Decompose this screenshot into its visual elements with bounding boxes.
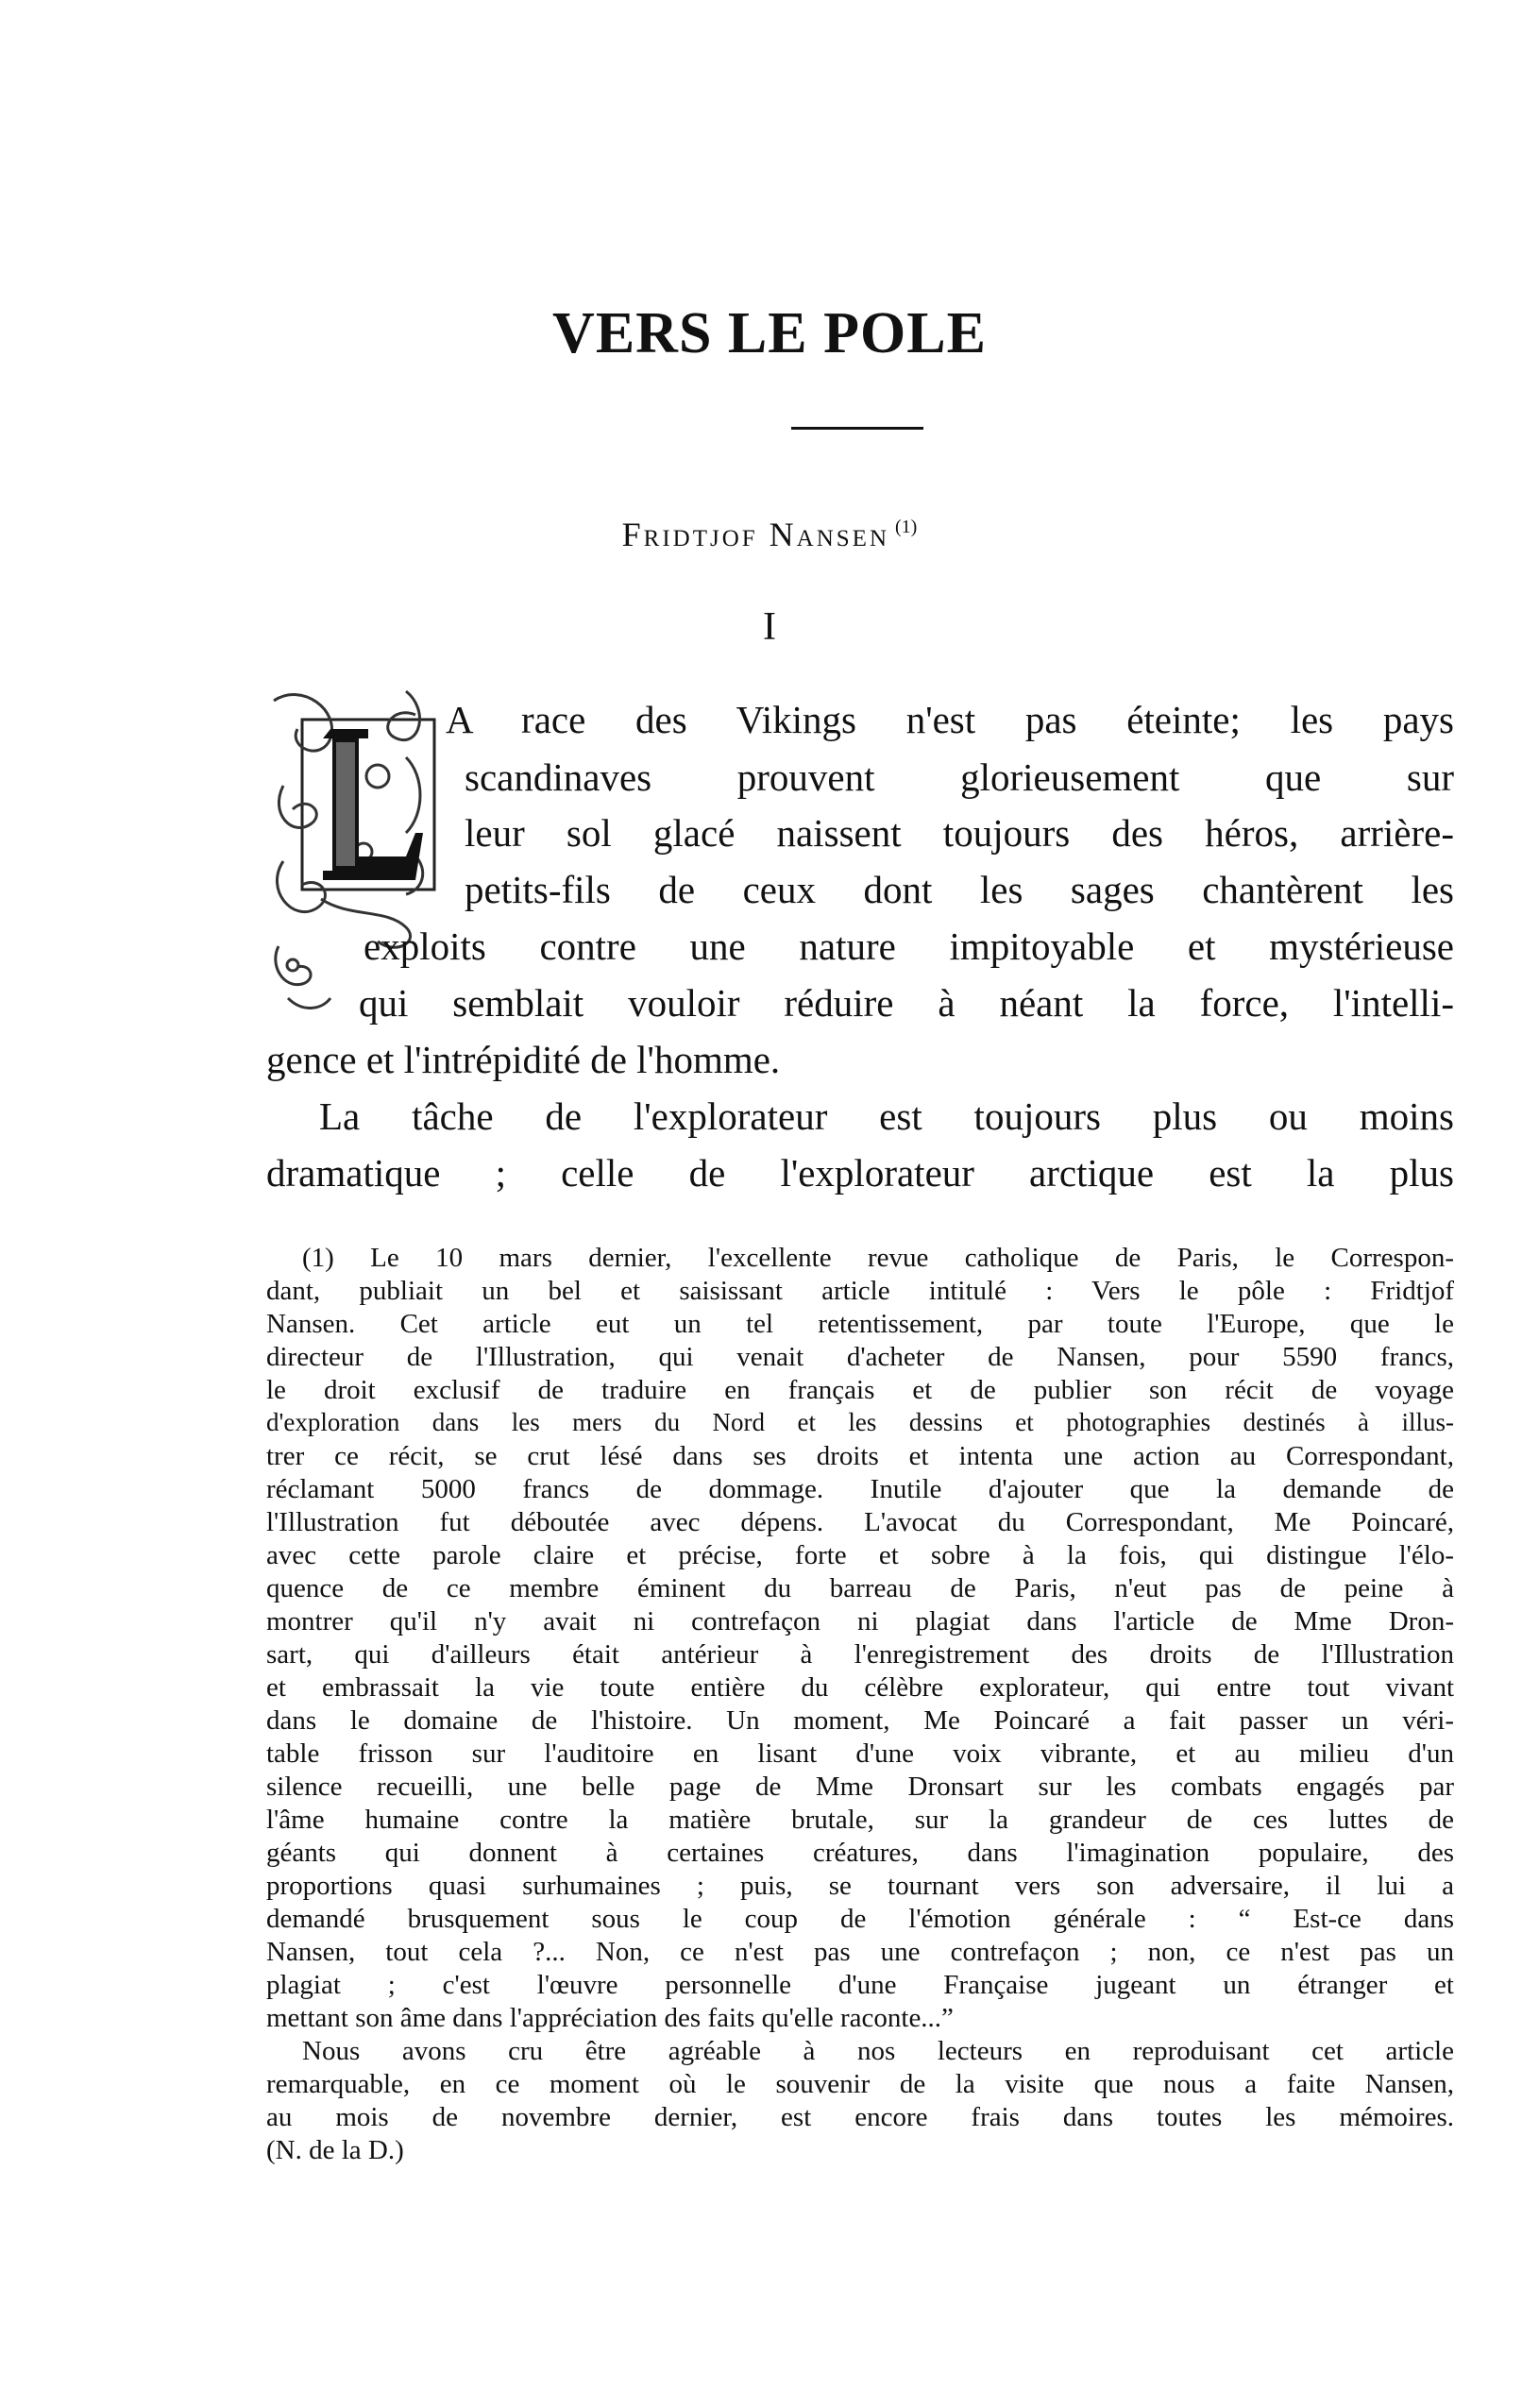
body-line: dramatique ; celle de l'explorateur arctique est la plus — [266, 1151, 1454, 1195]
footnote-line: (1) Le 10 mars dernier, l'excellente revue catholique de Paris, le Correspon- — [302, 1243, 1454, 1273]
footnote-line: au mois de novembre dernier, est encore frais dans toutes les mémoires. — [266, 2102, 1454, 2132]
body-line: A race des Vikings n'est pas éteinte; les pays — [446, 698, 1454, 741]
footnote-line: et embrassait la vie toute entière du célèbre explorateur, qui entre tout vivant — [266, 1672, 1454, 1703]
author-byline — [0, 515, 1539, 554]
footnote-line: réclamant 5000 francs de dommage. Inutile d'ajouter que la demande de — [266, 1474, 1454, 1504]
footnote-line: proportions quasi surhumaines ; puis, se tournant vers son adversaire, il lui a — [266, 1871, 1454, 1901]
footnote-line: dant, publiait un bel et saisissant article intitulé : Vers le pôle : Fridtjof — [266, 1276, 1454, 1306]
footnote-line: Nansen, tout cela ?... Non, ce n'est pas une contrefaçon ; non, ce n'est pas un — [266, 1937, 1454, 1967]
footnote-line: (N. de la D.) — [266, 2135, 404, 2165]
footnote-line: remarquable, en ce moment où le souvenir de la visite que nous a faite Nansen, — [266, 2069, 1454, 2099]
footnote-line: l'âme humaine contre la matière brutale, sur la grandeur de ces luttes de — [266, 1805, 1454, 1835]
ornamental-dropcap-l — [264, 672, 444, 1022]
footnote-line: trer ce récit, se crut lésé dans ses droits et intenta une action au Correspondant, — [266, 1441, 1454, 1471]
footnote-line: quence de ce membre éminent du barreau de Paris, n'eut pas de peine à — [266, 1573, 1454, 1603]
body-line: scandinaves prouvent glorieusement que sur — [465, 755, 1454, 799]
section-number: I — [763, 605, 776, 649]
footnote-line: directeur de l'Illustration, qui venait d'acheter de Nansen, pour 5590 francs, — [266, 1342, 1454, 1372]
body-line: exploits contre une nature impitoyable et mystérieuse — [364, 924, 1454, 968]
footnote-marker: (1) — [895, 517, 918, 537]
title-rule — [791, 427, 923, 430]
footnote-line: sart, qui d'ailleurs était antérieur à l'enregistrement des droits de l'Illustration — [266, 1639, 1454, 1670]
footnote-line: d'exploration dans les mers du Nord et les dessins et photographies destinés à illus- — [266, 1408, 1454, 1436]
dropcap-ornament-image — [264, 672, 444, 1022]
footnote-line: plagiat ; c'est l'œuvre personnelle d'une Française jugeant un étranger et — [266, 1970, 1454, 2000]
footnote-line: demandé brusquement sous le coup de l'émotion générale : “ Est-ce dans — [266, 1904, 1454, 1934]
footnote-line: Nansen. Cet article eut un tel retentissement, par toute l'Europe, que le — [266, 1309, 1454, 1339]
body-line: gence et l'intrépidité de l'homme. — [266, 1038, 781, 1081]
footnote-line: montrer qu'il n'y avait ni contrefaçon ni plagiat dans l'article de Mme Dron- — [266, 1606, 1454, 1636]
footnote-line: avec cette parole claire et précise, forte et sobre à la fois, qui distingue l'élo- — [266, 1540, 1454, 1570]
footnote-line: le droit exclusif de traduire en français et de publier son récit de voyage — [266, 1375, 1454, 1405]
footnote-line: mettant son âme dans l'appréciation des faits qu'elle raconte...” — [266, 2003, 954, 2033]
body-line: La tâche de l'explorateur est toujours plus ou moins — [319, 1094, 1454, 1138]
article-title: VERS LE POLE — [552, 301, 987, 365]
footnote-line: géants qui donnent à certaines créatures, dans l'imagination populaire, des — [266, 1838, 1454, 1868]
footnote-line: table frisson sur l'auditoire en lisant d'une voix vibrante, et au milieu d'un — [266, 1738, 1454, 1769]
footnote-line: dans le domaine de l'histoire. Un moment, Me Poincaré a fait passer un véri- — [266, 1705, 1454, 1736]
footnote-line: l'Illustration fut déboutée avec dépens. L'avocat du Correspondant, Me Poincaré, — [266, 1507, 1454, 1537]
body-line: petits-fils de ceux dont les sages chantèrent les — [465, 868, 1454, 911]
body-line: qui semblait vouloir réduire à néant la force, l'intelli- — [359, 981, 1454, 1025]
footnote-line: Nous avons cru être agréable à nos lecteurs en reproduisant cet article — [302, 2036, 1454, 2066]
body-line: leur sol glacé naissent toujours des héros, arrière- — [465, 811, 1454, 855]
footnote-line: silence recueilli, une belle page de Mme Dronsart sur les combats engagés par — [266, 1772, 1454, 1802]
author-name: Fridtjof Nansen — [621, 516, 890, 553]
